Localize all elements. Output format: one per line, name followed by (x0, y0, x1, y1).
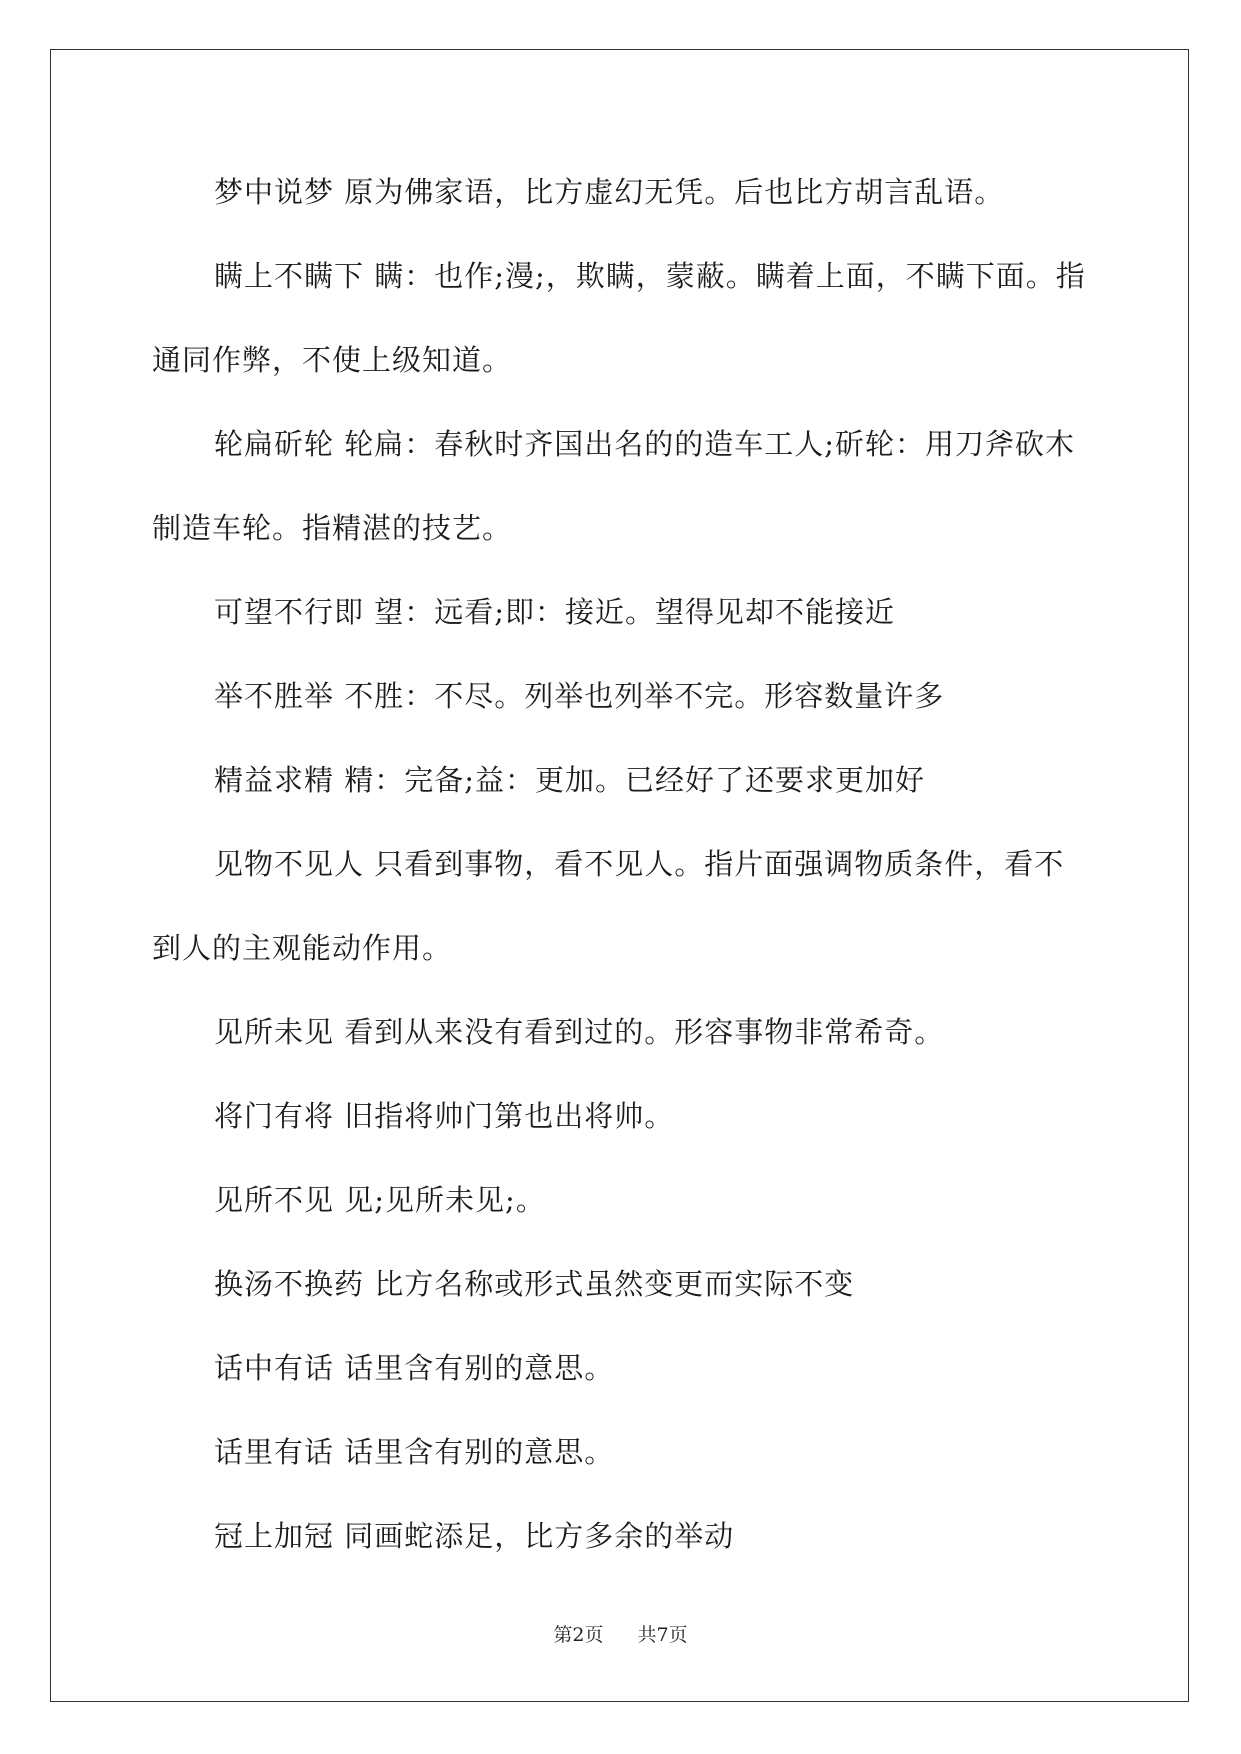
idiom-entry: 可望不行即 望：远看;即：接近。望得见却不能接近 (214, 595, 895, 629)
current-page-number: 第2页 (553, 1624, 604, 1646)
idiom-entry: 换汤不换药 比方名称或形式虽然变更而实际不变 (214, 1267, 855, 1301)
idiom-entry: 冠上加冠 同画蛇添足，比方多余的举动 (214, 1519, 735, 1553)
idiom-entry: 见所不见 见;见所未见;。 (214, 1183, 546, 1217)
idiom-entry: 举不胜举 不胜：不尽。列举也列举不完。形容数量许多 (214, 679, 945, 713)
idiom-entry: 话中有话 话里含有别的意思。 (214, 1351, 615, 1385)
idiom-entry: 见所未见 看到从来没有看到过的。形容事物非常希奇。 (214, 1015, 945, 1049)
document-body (152, 150, 1092, 1578)
page-footer (0, 1620, 1241, 1647)
idiom-entry: 轮扁斫轮 轮扁：春秋时齐国出名的的造车工人;斫轮：用刀斧砍木制造车轮。指精湛的技艺。 (152, 427, 1075, 545)
idiom-entry: 梦中说梦 原为佛家语，比方虚幻无凭。后也比方胡言乱语。 (214, 175, 1005, 209)
total-page-count: 共7页 (637, 1624, 688, 1646)
idiom-entry: 话里有话 话里含有别的意思。 (214, 1435, 615, 1469)
idiom-entry: 见物不见人 只看到事物，看不见人。指片面强调物质条件，看不到人的主观能动作用。 (152, 847, 1065, 965)
idiom-entry: 将门有将 旧指将帅门第也出将帅。 (214, 1099, 675, 1133)
idiom-entry: 精益求精 精：完备;益：更加。已经好了还要求更加好 (214, 763, 925, 797)
idiom-entry: 瞒上不瞒下 瞒：也作;漫;，欺瞒，蒙蔽。瞒着上面，不瞒下面。指通同作弊，不使上级知道。 (152, 259, 1086, 377)
